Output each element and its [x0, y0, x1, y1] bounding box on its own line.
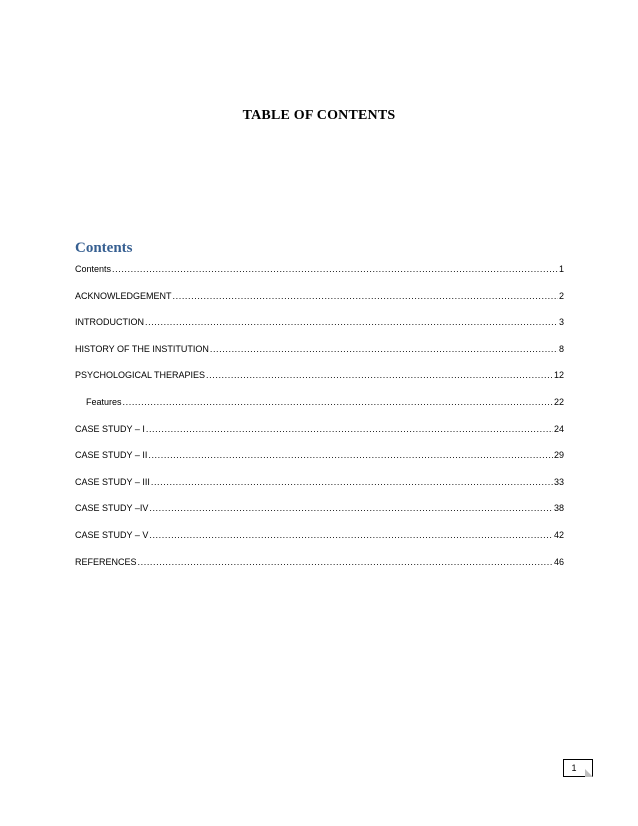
toc-entry-case-study-2[interactable] [75, 449, 564, 476]
toc-entry-introduction[interactable] [75, 316, 564, 343]
toc-entry-page: 2 [558, 290, 564, 301]
toc-entry-page: 3 [558, 317, 564, 328]
toc-entry-contents[interactable] [75, 263, 564, 290]
toc-entry-label: CASE STUDY – I [75, 423, 145, 434]
toc-entry-label: ACKNOWLEDGEMENT [75, 290, 172, 301]
toc-entry-page: 22 [553, 396, 564, 407]
toc-dot-leader [145, 316, 558, 328]
page-number: 1 [571, 763, 577, 773]
toc-entry-features[interactable] [75, 396, 564, 423]
toc-entry-label: CASE STUDY – III [75, 476, 150, 487]
toc-entry-label: REFERENCES [75, 556, 137, 567]
toc-entry-page: 38 [553, 503, 564, 514]
toc-entry-history[interactable] [75, 343, 564, 370]
folded-corner-icon [585, 769, 593, 777]
toc-entry-acknowledgement[interactable] [75, 290, 564, 317]
toc-dot-leader [173, 290, 558, 302]
toc-entry-page: 33 [553, 476, 564, 487]
toc-entry-label: Contents [75, 264, 112, 274]
toc-entry-case-study-4[interactable] [75, 502, 564, 529]
toc-entry-case-study-5[interactable] [75, 529, 564, 556]
toc-entry-label: HISTORY OF THE INSTITUTION [75, 343, 209, 354]
toc-entry-references[interactable] [75, 556, 564, 583]
toc-entry-page: 12 [553, 370, 564, 381]
toc-entry-label: CASE STUDY – V [75, 529, 149, 540]
toc-entry-label: Features [86, 396, 122, 407]
toc-dot-leader [138, 556, 553, 568]
toc-entry-case-study-3[interactable] [75, 476, 564, 503]
toc-entry-page: 42 [553, 529, 564, 540]
page-title: TABLE OF CONTENTS [242, 108, 396, 123]
toc-entry-page: 8 [558, 343, 564, 354]
toc-dot-leader [149, 529, 553, 541]
toc-entry-label: INTRODUCTION [75, 317, 144, 328]
toc-dot-leader [112, 263, 558, 275]
toc-entry-page: 24 [553, 423, 564, 434]
toc-dot-leader [206, 369, 553, 381]
toc-heading: Contents [75, 240, 133, 256]
toc-dot-leader [146, 423, 553, 435]
toc-dot-leader [149, 502, 553, 514]
toc-dot-leader [123, 396, 553, 408]
toc-list [75, 263, 564, 582]
toc-entry-page: 1 [558, 264, 564, 274]
toc-dot-leader [210, 343, 558, 355]
toc-entry-label: CASE STUDY – II [75, 450, 148, 461]
page-number-box [563, 759, 593, 777]
toc-entry-label: CASE STUDY –IV [75, 503, 149, 514]
toc-entry-case-study-1[interactable] [75, 423, 564, 450]
toc-entry-page: 46 [553, 556, 564, 567]
toc-dot-leader [151, 476, 553, 488]
toc-entry-psychological-therapies[interactable] [75, 369, 564, 396]
toc-entry-page: 29 [553, 450, 564, 461]
toc-dot-leader [148, 449, 553, 461]
toc-entry-label: PSYCHOLOGICAL THERAPIES [75, 370, 206, 381]
